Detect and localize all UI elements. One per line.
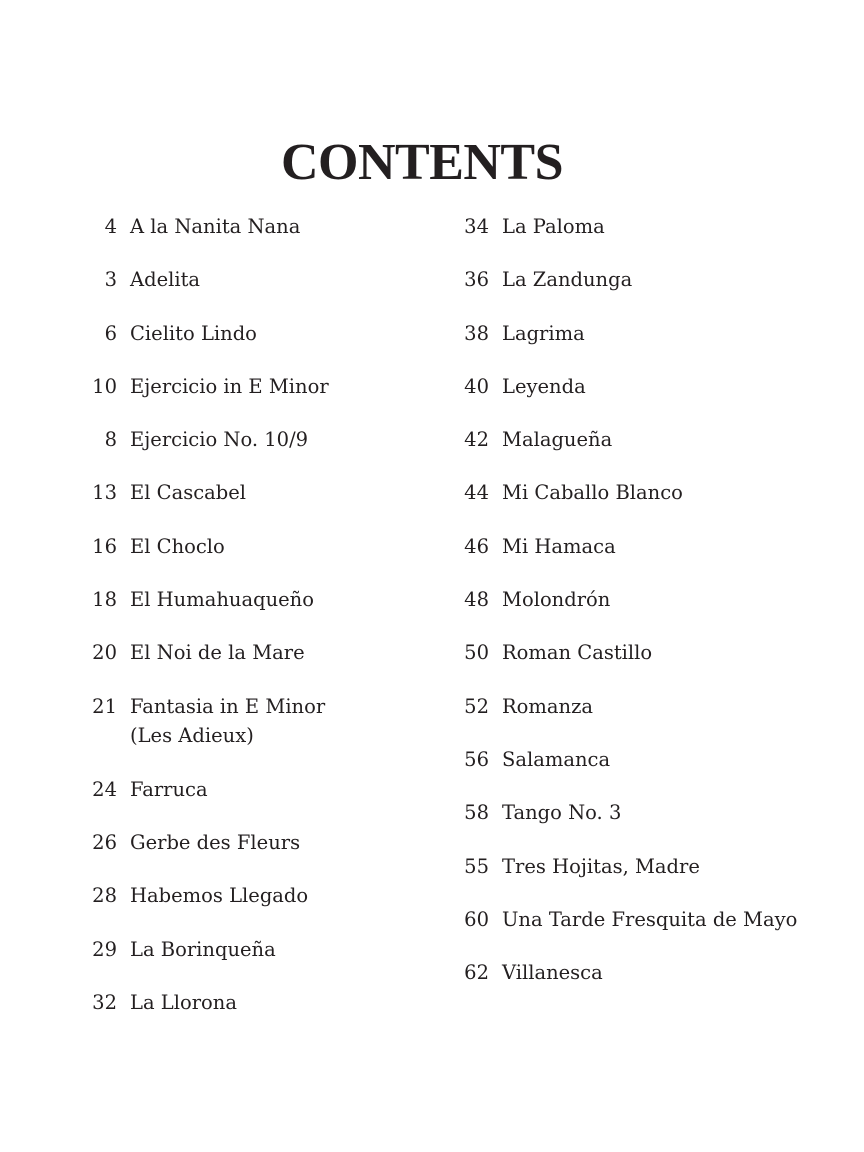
contents-left-column xyxy=(82,212,422,1041)
contents-entry xyxy=(454,478,854,531)
page-number: 56 xyxy=(464,747,489,771)
page-number: 16 xyxy=(92,534,117,558)
contents-entry xyxy=(454,745,854,798)
song-title: Mi Caballo Blanco xyxy=(502,481,683,505)
page-number: 8 xyxy=(104,428,117,452)
page-number: 13 xyxy=(92,481,117,505)
page-number: 58 xyxy=(464,801,489,825)
song-title: El Noi de la Mare xyxy=(130,641,305,665)
contents-entry xyxy=(82,692,422,775)
contents-entry xyxy=(454,692,854,745)
song-title: Cielito Lindo xyxy=(130,321,257,345)
contents-entry xyxy=(454,852,854,905)
page-number: 32 xyxy=(92,990,117,1014)
contents-right-column xyxy=(454,212,854,1011)
song-title: Ejercicio No. 10/9 xyxy=(130,428,309,452)
contents-entry xyxy=(82,212,422,265)
page-number: 3 xyxy=(104,268,117,292)
song-title: Salamanca xyxy=(502,747,611,771)
song-title: Farruca xyxy=(130,777,208,801)
page-title: CONTENTS xyxy=(280,133,564,191)
contents-entry xyxy=(82,265,422,318)
contents-entry xyxy=(82,532,422,585)
song-title: A la Nanita Nana xyxy=(130,215,301,238)
page-number: 28 xyxy=(92,884,117,908)
page-number: 48 xyxy=(464,588,489,612)
contents-entry xyxy=(82,881,422,934)
page-number: 6 xyxy=(104,321,117,345)
page-number: 29 xyxy=(92,937,117,961)
contents-entry xyxy=(82,775,422,828)
contents-entry xyxy=(82,828,422,881)
page-number: 42 xyxy=(464,428,489,452)
song-title: El Humahuaqueño xyxy=(130,588,314,612)
song-title: La Borinqueña xyxy=(130,937,276,961)
song-title: Malagueña xyxy=(502,428,613,452)
contents-entry xyxy=(454,798,854,851)
contents-entry xyxy=(82,988,422,1041)
song-title: Tango No. 3 xyxy=(502,801,622,825)
contents-entry xyxy=(454,212,854,265)
page-number: 36 xyxy=(464,268,489,292)
song-title: Fantasia in E Minor (Les Adieux) xyxy=(130,694,326,747)
contents-entry xyxy=(82,319,422,372)
page-number: 62 xyxy=(464,961,489,985)
contents-entry xyxy=(454,319,854,372)
song-title: La Paloma xyxy=(502,215,605,238)
song-title: Lagrima xyxy=(502,321,585,345)
page-number: 46 xyxy=(464,534,489,558)
song-title: El Cascabel xyxy=(130,481,247,505)
page-number: 21 xyxy=(92,694,117,718)
page-number: 20 xyxy=(92,641,117,665)
contents-entry xyxy=(454,905,854,958)
song-title: Ejercicio in E Minor xyxy=(130,374,329,398)
song-title: Mi Hamaca xyxy=(502,534,616,558)
contents-entry xyxy=(82,585,422,638)
page-number: 24 xyxy=(92,777,117,801)
song-title: Habemos Llegado xyxy=(130,884,309,908)
song-title: La Zandunga xyxy=(502,268,633,292)
song-title: La Llorona xyxy=(130,990,237,1014)
page-number: 50 xyxy=(464,641,489,665)
page-number: 18 xyxy=(92,588,117,612)
contents-entry xyxy=(82,935,422,988)
song-title: El Choclo xyxy=(130,534,225,558)
song-title: Romanza xyxy=(502,694,593,718)
page-number: 26 xyxy=(92,830,117,854)
contents-entry xyxy=(82,372,422,425)
song-title: Gerbe des Fleurs xyxy=(130,830,301,854)
contents-entry xyxy=(454,425,854,478)
song-title: Villanesca xyxy=(502,961,603,985)
contents-entry xyxy=(454,638,854,691)
contents-entry xyxy=(82,638,422,691)
page-number: 38 xyxy=(464,321,489,345)
song-title: Adelita xyxy=(130,268,201,292)
page-number: 10 xyxy=(92,374,117,398)
contents-entry xyxy=(454,585,854,638)
contents-entry xyxy=(454,958,854,1011)
contents-entry xyxy=(454,372,854,425)
contents-entry xyxy=(454,532,854,585)
song-title: Tres Hojitas, Madre xyxy=(502,854,700,878)
song-title: Leyenda xyxy=(502,374,586,398)
page-number: 52 xyxy=(464,694,489,718)
page-number: 55 xyxy=(464,854,489,878)
page-number: 4 xyxy=(104,215,117,238)
page-number: 34 xyxy=(464,215,489,238)
page-number: 40 xyxy=(464,374,489,398)
page-number: 44 xyxy=(464,481,489,505)
song-title: Una Tarde Fresquita de Mayo xyxy=(502,907,798,931)
contents-entry xyxy=(82,478,422,531)
contents-entry xyxy=(82,425,422,478)
song-title: Molondrón xyxy=(502,588,611,612)
contents-entry xyxy=(454,265,854,318)
page-number: 60 xyxy=(464,907,489,931)
song-title: Roman Castillo xyxy=(502,641,653,665)
